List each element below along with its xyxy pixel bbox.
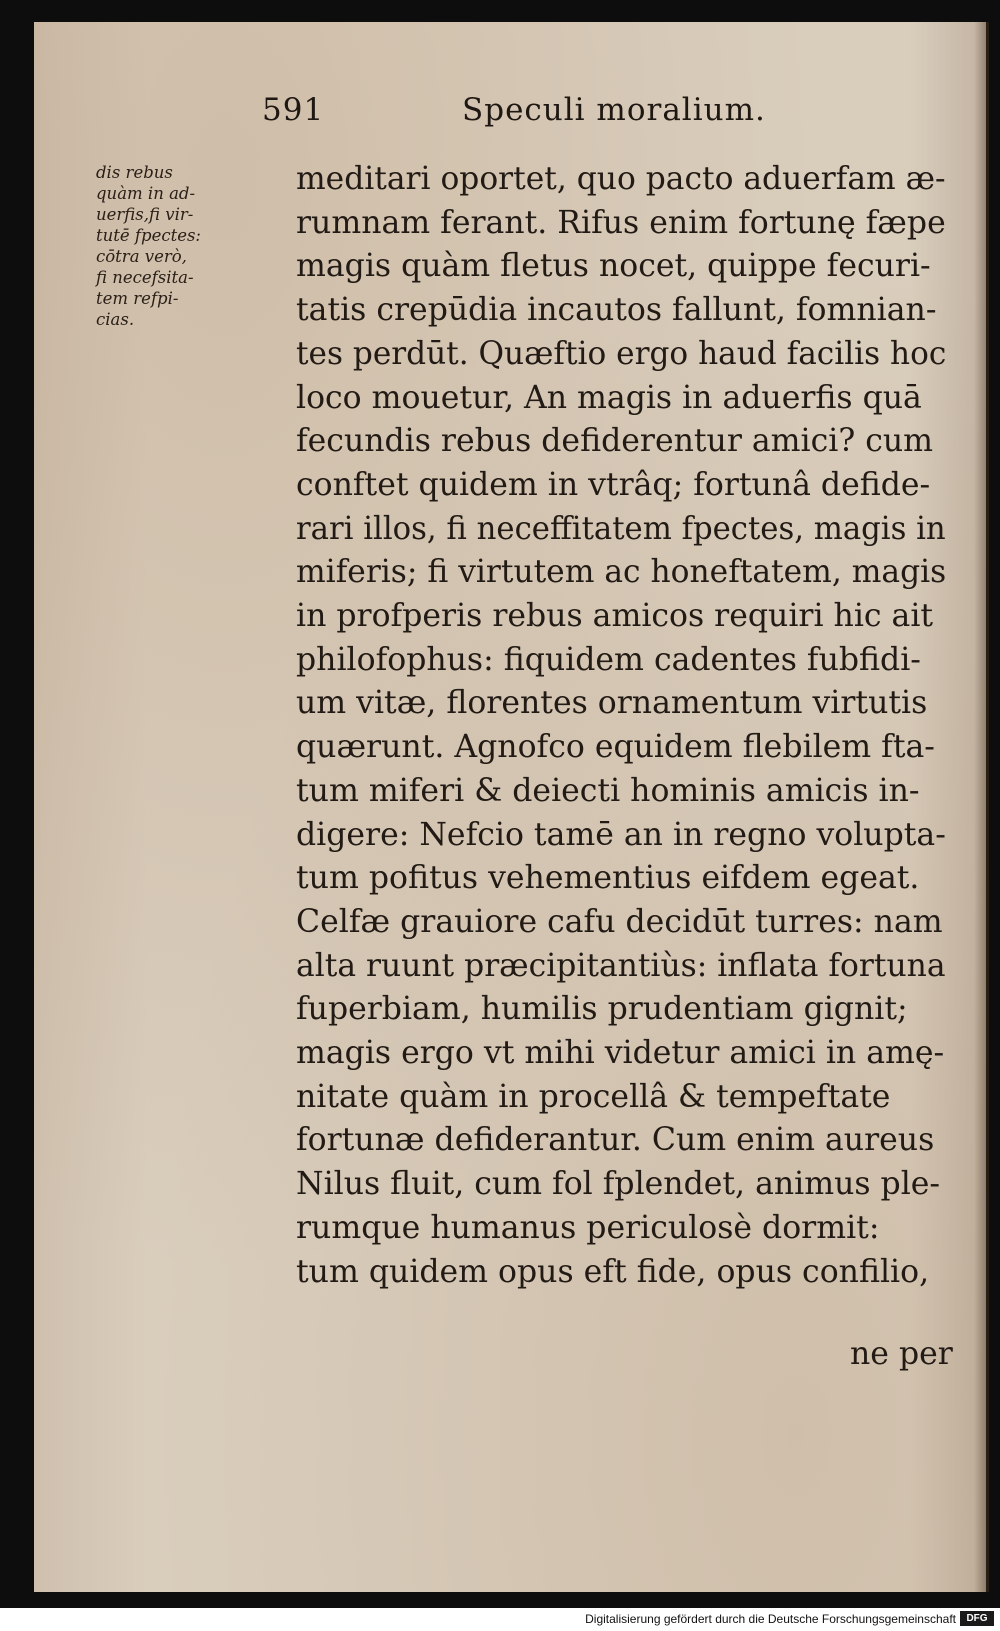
text-line: conftet quidem in vtrâq; fortunâ defide- xyxy=(296,466,931,503)
text-line: tum miferi & deiecti hominis amicis in- xyxy=(296,772,920,809)
text-line: tum quidem opus eft fide, opus confilio, xyxy=(296,1253,930,1290)
text-line: fuperbiam, humilis prudentiam gignit; xyxy=(296,991,908,1028)
marginal-line: fi necefsita- xyxy=(96,268,194,287)
funding-credit: Digitalisierung gefördert durch die Deutsche Forschungsgemeinschaft xyxy=(585,1612,956,1626)
text-line: meditari oportet, quo pacto aduerfam æ- xyxy=(296,161,946,197)
text-line: rari illos, fi neceffitatem fpectes, magis in xyxy=(296,510,946,547)
text-line: miferis; fi virtutem ac honeftatem, magis xyxy=(296,554,947,591)
text-line: loco mouetur, An magis in aduerfis quā xyxy=(296,379,922,416)
text-line: nitate quàm in procellâ & tempeftate xyxy=(296,1078,891,1115)
text-line: fecundis rebus defiderentur amici? cum xyxy=(296,423,934,460)
body-text xyxy=(296,158,946,1294)
text-line: Nilus fluit, cum fol fplendet, animus ple- xyxy=(296,1166,941,1203)
text-line: tum pofitus vehementius eifdem egeat. xyxy=(296,860,920,897)
marginal-line: cōtra verò, xyxy=(96,247,187,266)
running-title: Speculi moralium. xyxy=(462,92,766,128)
text-line: rumnam ferant. Rifus enim fortunę fæpe xyxy=(296,204,946,241)
marginal-note xyxy=(96,162,281,330)
marginal-line: cias. xyxy=(96,310,135,329)
marginal-line: tutē fpectes: xyxy=(96,226,201,245)
text-line: magis quàm fletus nocet, quippe fecuri- xyxy=(296,248,931,285)
page-edge-shadow xyxy=(974,22,986,1592)
marginal-line: dis rebus xyxy=(96,163,173,182)
text-line: in profperis rebus amicos requiri hic ait xyxy=(296,598,934,635)
text-line: tatis crepūdia incautos fallunt, fomnian- xyxy=(296,292,937,329)
text-line: rumque humanus periculosè dormit: xyxy=(296,1209,880,1246)
dfg-logo: DFG xyxy=(960,1611,994,1626)
text-line: quærunt. Agnofco equidem flebilem fta- xyxy=(296,729,935,766)
text-line: alta ruunt præcipitantiùs: inflata fortuna xyxy=(296,947,946,984)
marginal-line: uerfis,fi vir- xyxy=(96,205,194,224)
page-number: 591 xyxy=(262,92,325,128)
text-line: digere: Nefcio tamē an in regno volupta- xyxy=(296,816,946,853)
text-line: um vitæ, florentes ornamentum virtutis xyxy=(296,685,928,722)
text-line: magis ergo vt mihi videtur amici in amę- xyxy=(296,1035,945,1072)
footer-bar xyxy=(0,1608,1000,1631)
text-line: fortunæ defiderantur. Cum enim aureus xyxy=(296,1122,935,1159)
text-line: philofophus: fiquidem cadentes fubfidi- xyxy=(296,641,921,678)
marginal-line: tem refpi- xyxy=(96,289,179,308)
marginal-line: quàm in ad- xyxy=(96,184,196,203)
catchword: ne per xyxy=(850,1336,953,1372)
text-line: tes perdūt. Quæftio ergo haud facilis hoc xyxy=(296,335,947,372)
text-line: Celfæ grauiore cafu decidūt turres: nam xyxy=(296,903,943,940)
